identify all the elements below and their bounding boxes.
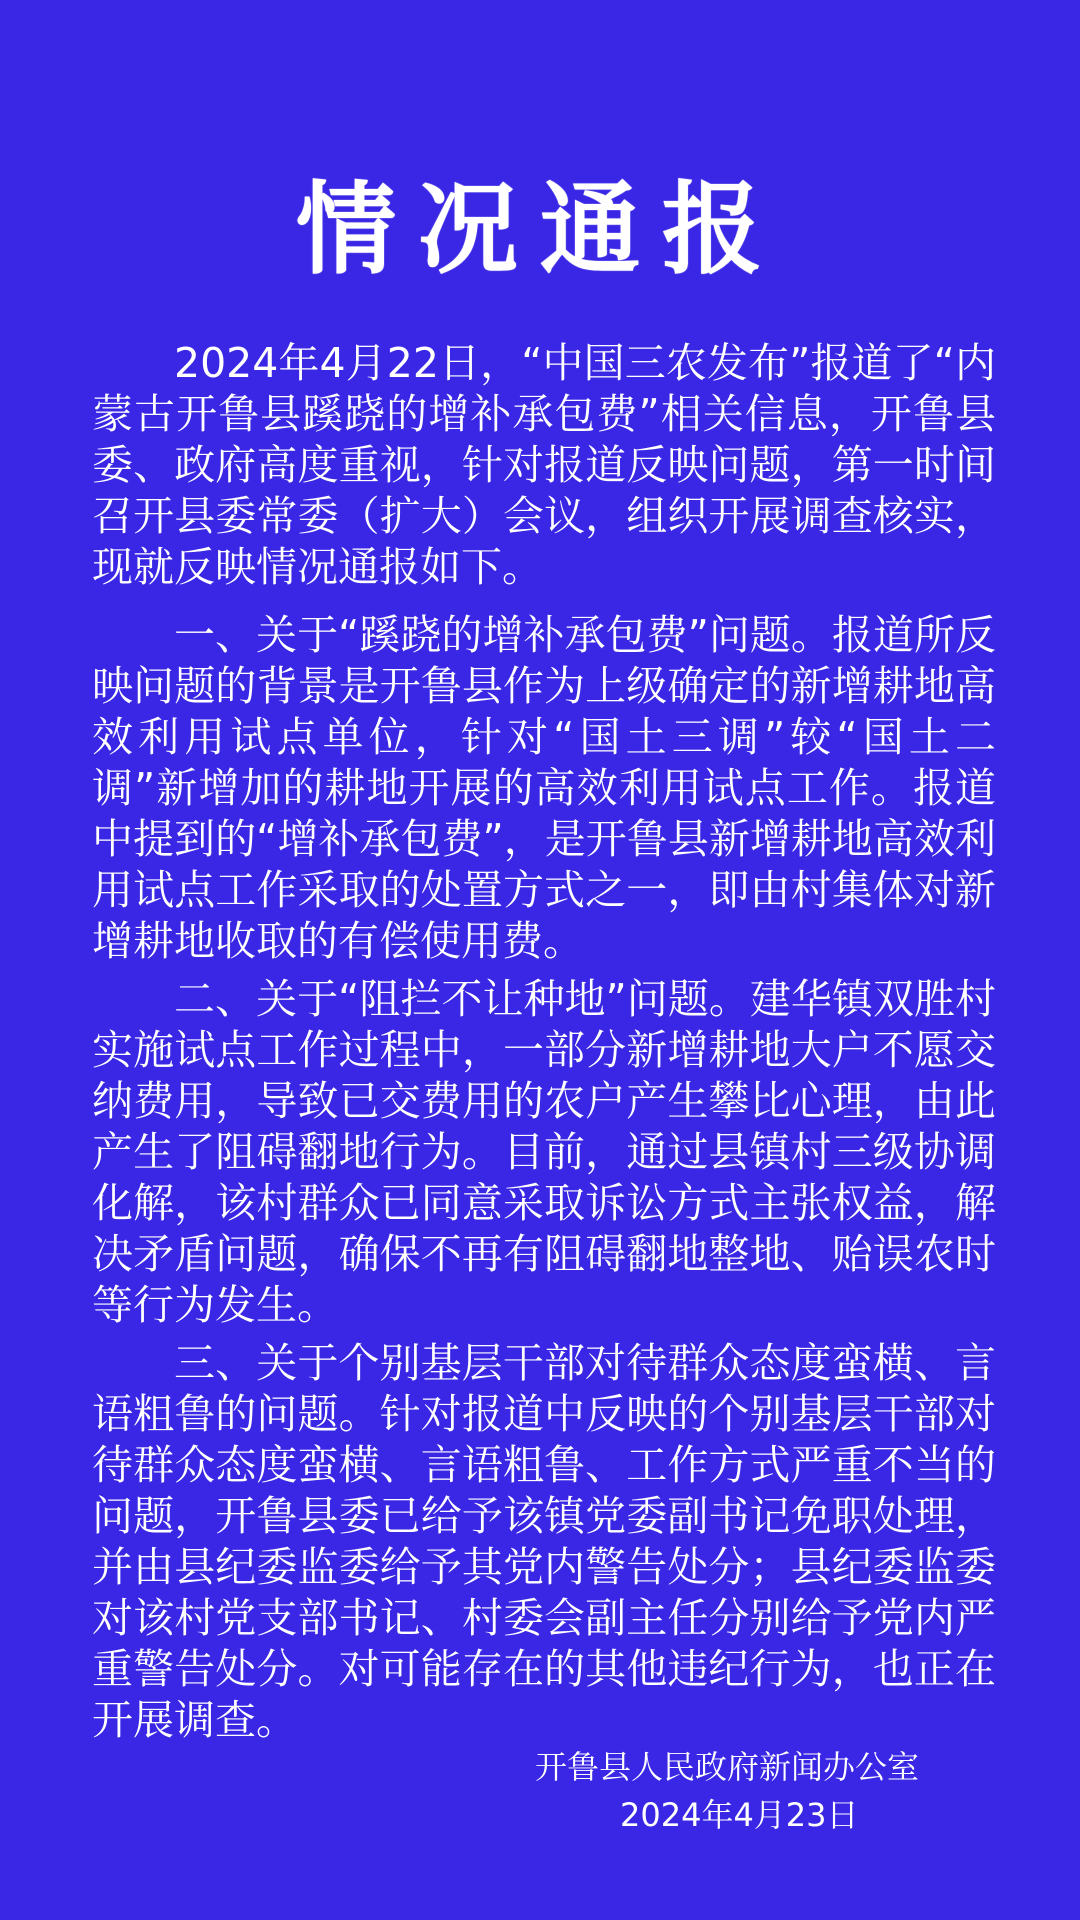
paragraph-section-3: 三、关于个别基层干部对待群众态度蛮横、言语粗鲁的问题。针对报道中反映的个别基层干部对待群众态度蛮横、言语粗鲁、工作方式严重不当的问题，开鲁县委已给予该镇党委副书记免职处理，并由县纪委监委给予其党内警告处分；县纪委监委对该村党支部书记、村委会副主任分别给予党内严重警告处分。对可能存在的其他违纪行为，也正在开展调查。 <box>92 1339 996 1744</box>
page-title: 情况通报 <box>296 171 784 288</box>
signature-date: 2024年4月23日 <box>620 1796 859 1834</box>
paragraph-section-2: 二、关于“阻拦不让种地”问题。建华镇双胜村实施试点工作过程中，一部分新增耕地大户不愿交纳费用，导致已交费用的农户产生攀比心理，由此产生了阻碍翻地行为。目前，通过县镇村三级协调化解，该村群众已同意采取诉讼方式主张权益，解决矛盾问题，确保不再有阻碍翻地整地、贻误农时等行为发生。 <box>92 975 996 1329</box>
paragraph-section-1: 一、关于“蹊跷的增补承包费”问题。报道所反映问题的背景是开鲁县作为上级确定的新增耕地高效利用试点单位，针对“国土三调”较“国土二调”新增加的耕地开展的高效利用试点工作。报道中提到的“增补承包费”，是开鲁县新增耕地高效利用试点工作采取的处置方式之一，即由村集体对新增耕地收取的有偿使用费。 <box>92 611 996 965</box>
signature-organization: 开鲁县人民政府新闻办公室 <box>535 1748 920 1786</box>
paragraph-intro: 2024年4月22日，“中国三农发布”报道了“内蒙古开鲁县蹊跷的增补承包费”相关信息，开鲁县委、政府高度重视，针对报道反映问题，第一时间召开县委常委（扩大）会议，组织开展调查核实，现就反映情况通报如下。 <box>92 339 996 591</box>
